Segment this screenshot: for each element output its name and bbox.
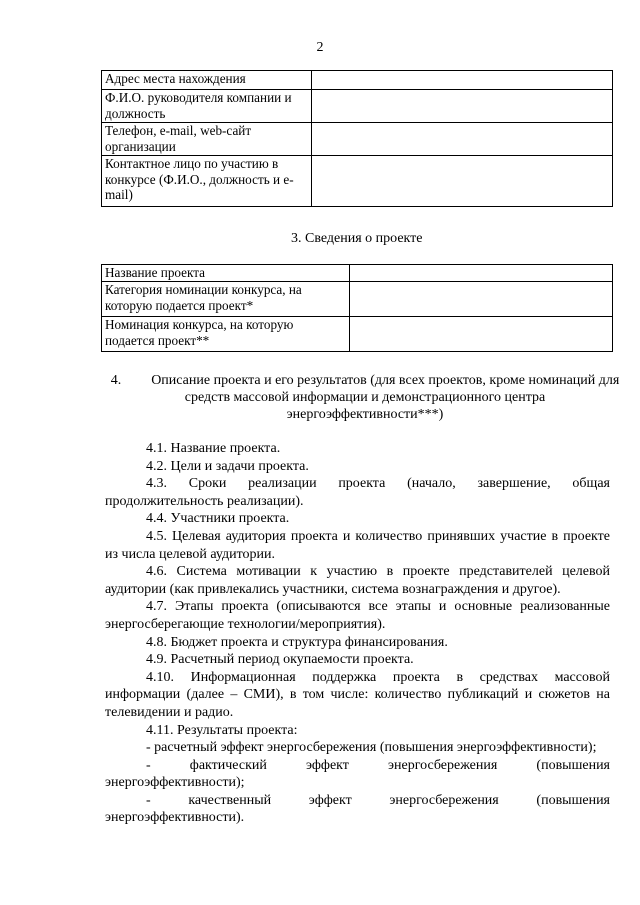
list-item: - фактический эффект энергосбережения (повышения энергоэффективности); <box>105 757 610 791</box>
list-item: 4.5. Целевая аудитория проекта и количество принявших участие в проекте из числа целевой аудитории. <box>105 528 610 562</box>
list-item: 4.7. Этапы проекта (описываются все этапы и основные реализованные энергосберегающие технологии/мероприятия). <box>105 599 610 632</box>
list-item: 4.11. Результаты проекта: <box>146 722 298 738</box>
table-cell-value[interactable] <box>312 90 613 123</box>
list-item: 4.10. Информационная поддержка проекта в средствах массовой информации (далее – СМИ), в том числе: количество публикаций и сюжетов на телевидении и радио. <box>105 669 610 720</box>
project-info-table <box>101 264 613 352</box>
list-item: 4.1. Название проекта. <box>146 441 281 456</box>
table-row <box>102 156 613 207</box>
table-cell-value[interactable] <box>350 317 613 352</box>
section-4-items <box>105 440 610 827</box>
page-number: 2 <box>316 40 324 55</box>
section-3-title: 3. Сведения о проекте <box>291 231 423 246</box>
table-row <box>102 123 613 156</box>
table-cell-label: Название проекта <box>102 265 350 282</box>
table-cell-label: Категория номинации конкурса, на которую подается проект* <box>102 282 350 317</box>
table-row <box>102 265 613 282</box>
table-cell-label: Контактное лицо по участию в конкурсе (Ф.И.О., должность и e-mail) <box>102 156 312 207</box>
table-cell-label: Ф.И.О. руководителя компании и должность <box>102 90 312 123</box>
section-4-title: Описание проекта и его результатов (для всех проектов, кроме номинаций для средств массовой информации и демонстрационного центра энергоэффективности***) <box>151 373 620 422</box>
list-item: - расчетный эффект энергосбережения (повышения энергоэффективности); <box>146 740 597 756</box>
organization-info-table <box>101 70 613 207</box>
list-item: 4.9. Расчетный период окупаемости проекта. <box>146 652 414 668</box>
table-cell-label: Адрес места нахождения <box>102 71 312 90</box>
list-item: 4.2. Цели и задачи проекта. <box>146 458 309 474</box>
table-cell-value[interactable] <box>312 156 613 207</box>
table-cell-label: Номинация конкурса, на которую подается проект** <box>102 317 350 352</box>
table-cell-value[interactable] <box>312 71 613 90</box>
list-item: 4.6. Система мотивации к участию в проекте представителей целевой аудитории (как привлекались участники, система вознаграждения и другое). <box>105 564 610 597</box>
section-4-number: 4. <box>110 373 122 388</box>
table-row <box>102 90 613 123</box>
list-item: 4.8. Бюджет проекта и структура финансирования. <box>146 634 448 650</box>
table-row <box>102 71 613 90</box>
section-4-heading <box>110 372 620 423</box>
table-cell-value[interactable] <box>350 282 613 317</box>
table-row <box>102 317 613 352</box>
table-cell-value[interactable] <box>350 265 613 282</box>
table-cell-label: Телефон, e-mail, web-сайт организации <box>102 123 312 156</box>
list-item: - качественный эффект энергосбережения (повышения энергоэффективности). <box>105 792 610 826</box>
table-cell-value[interactable] <box>312 123 613 156</box>
table-row <box>102 282 613 317</box>
list-item: 4.3. Сроки реализации проекта (начало, завершение, общая продолжительность реализации). <box>105 476 610 509</box>
list-item: 4.4. Участники проекта. <box>146 511 290 527</box>
